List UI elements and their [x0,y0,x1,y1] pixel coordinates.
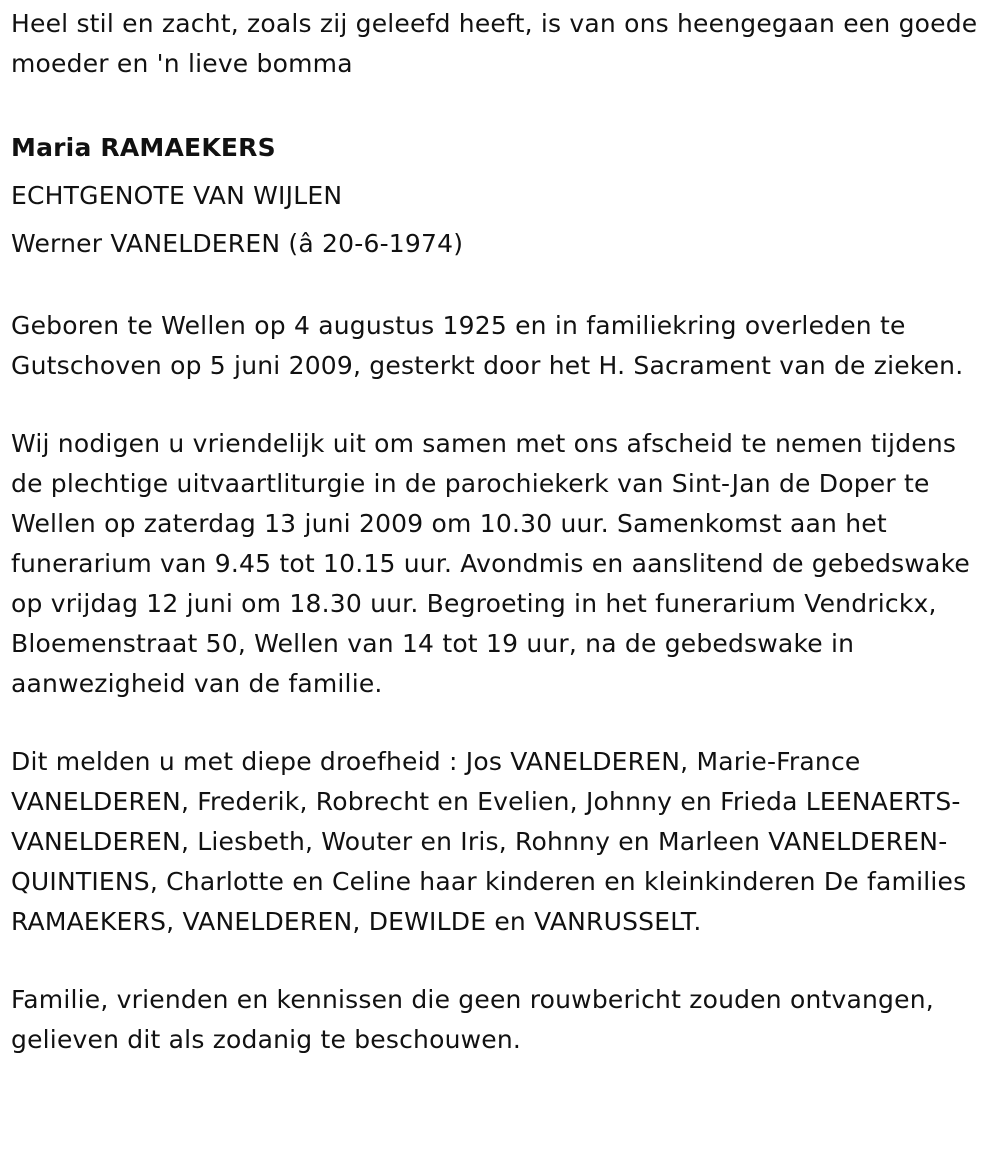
deceased-name: Maria RAMAEKERS [11,133,276,162]
funeral-info-text: Wij nodigen u vriendelijk uit om samen met ons afscheid te nemen tijdens de plechtige uitvaartliturgie in de parochiekerk van Sint-Jan de Doper te Wellen op zaterdag 13 juni 2009 om 10.30 uur. Samenkomst aan het funerarium van 9.45 tot 10.15 uur. Avondmis en aanslitend de gebedswake op vrijdag 12 juni om 18.30 uur. Begroeting in het funerarium Vendrickx, Bloemenstraat 50, Wellen van 14 tot 19 uur, na de gebedswake in aanwezigheid van de familie. [11,429,970,698]
family-text: Dit melden u met diepe droefheid : Jos VANELDEREN, Marie-France VANELDEREN, Frederik, Robrecht en Evelien, Johnny en Frieda LEENAERTS-VANELDEREN, Liesbeth, Wouter en Iris, Rohnny en Marleen VANELDEREN-QUINTIENS, Charlotte en Celine haar kinderen en kleinkinderen De families RAMAEKERS, VANELDEREN, DEWILDE en VANRUSSELT. [11,747,967,936]
spouse-text: Werner VANELDEREN (â 20-6-1974) [11,229,464,258]
intro-text: Heel stil en zacht, zoals zij geleefd heeft, is van ons heengegaan een goede moeder en 'n lieve bomma [11,9,978,78]
relation-text: ECHTGENOTE VAN WIJLEN [11,181,343,210]
birth-death-text: Geboren te Wellen op 4 augustus 1925 en in familiekring overleden te Gutschoven op 5 juni 2009, gesterkt door het H. Sacrament van de zieken. [11,311,964,380]
deceased-block [11,124,991,268]
death-notice [11,0,991,1060]
closing-text: Familie, vrienden en kennissen die geen rouwbericht zouden ontvangen, gelieven dit als zodanig te beschouwen. [11,985,934,1054]
